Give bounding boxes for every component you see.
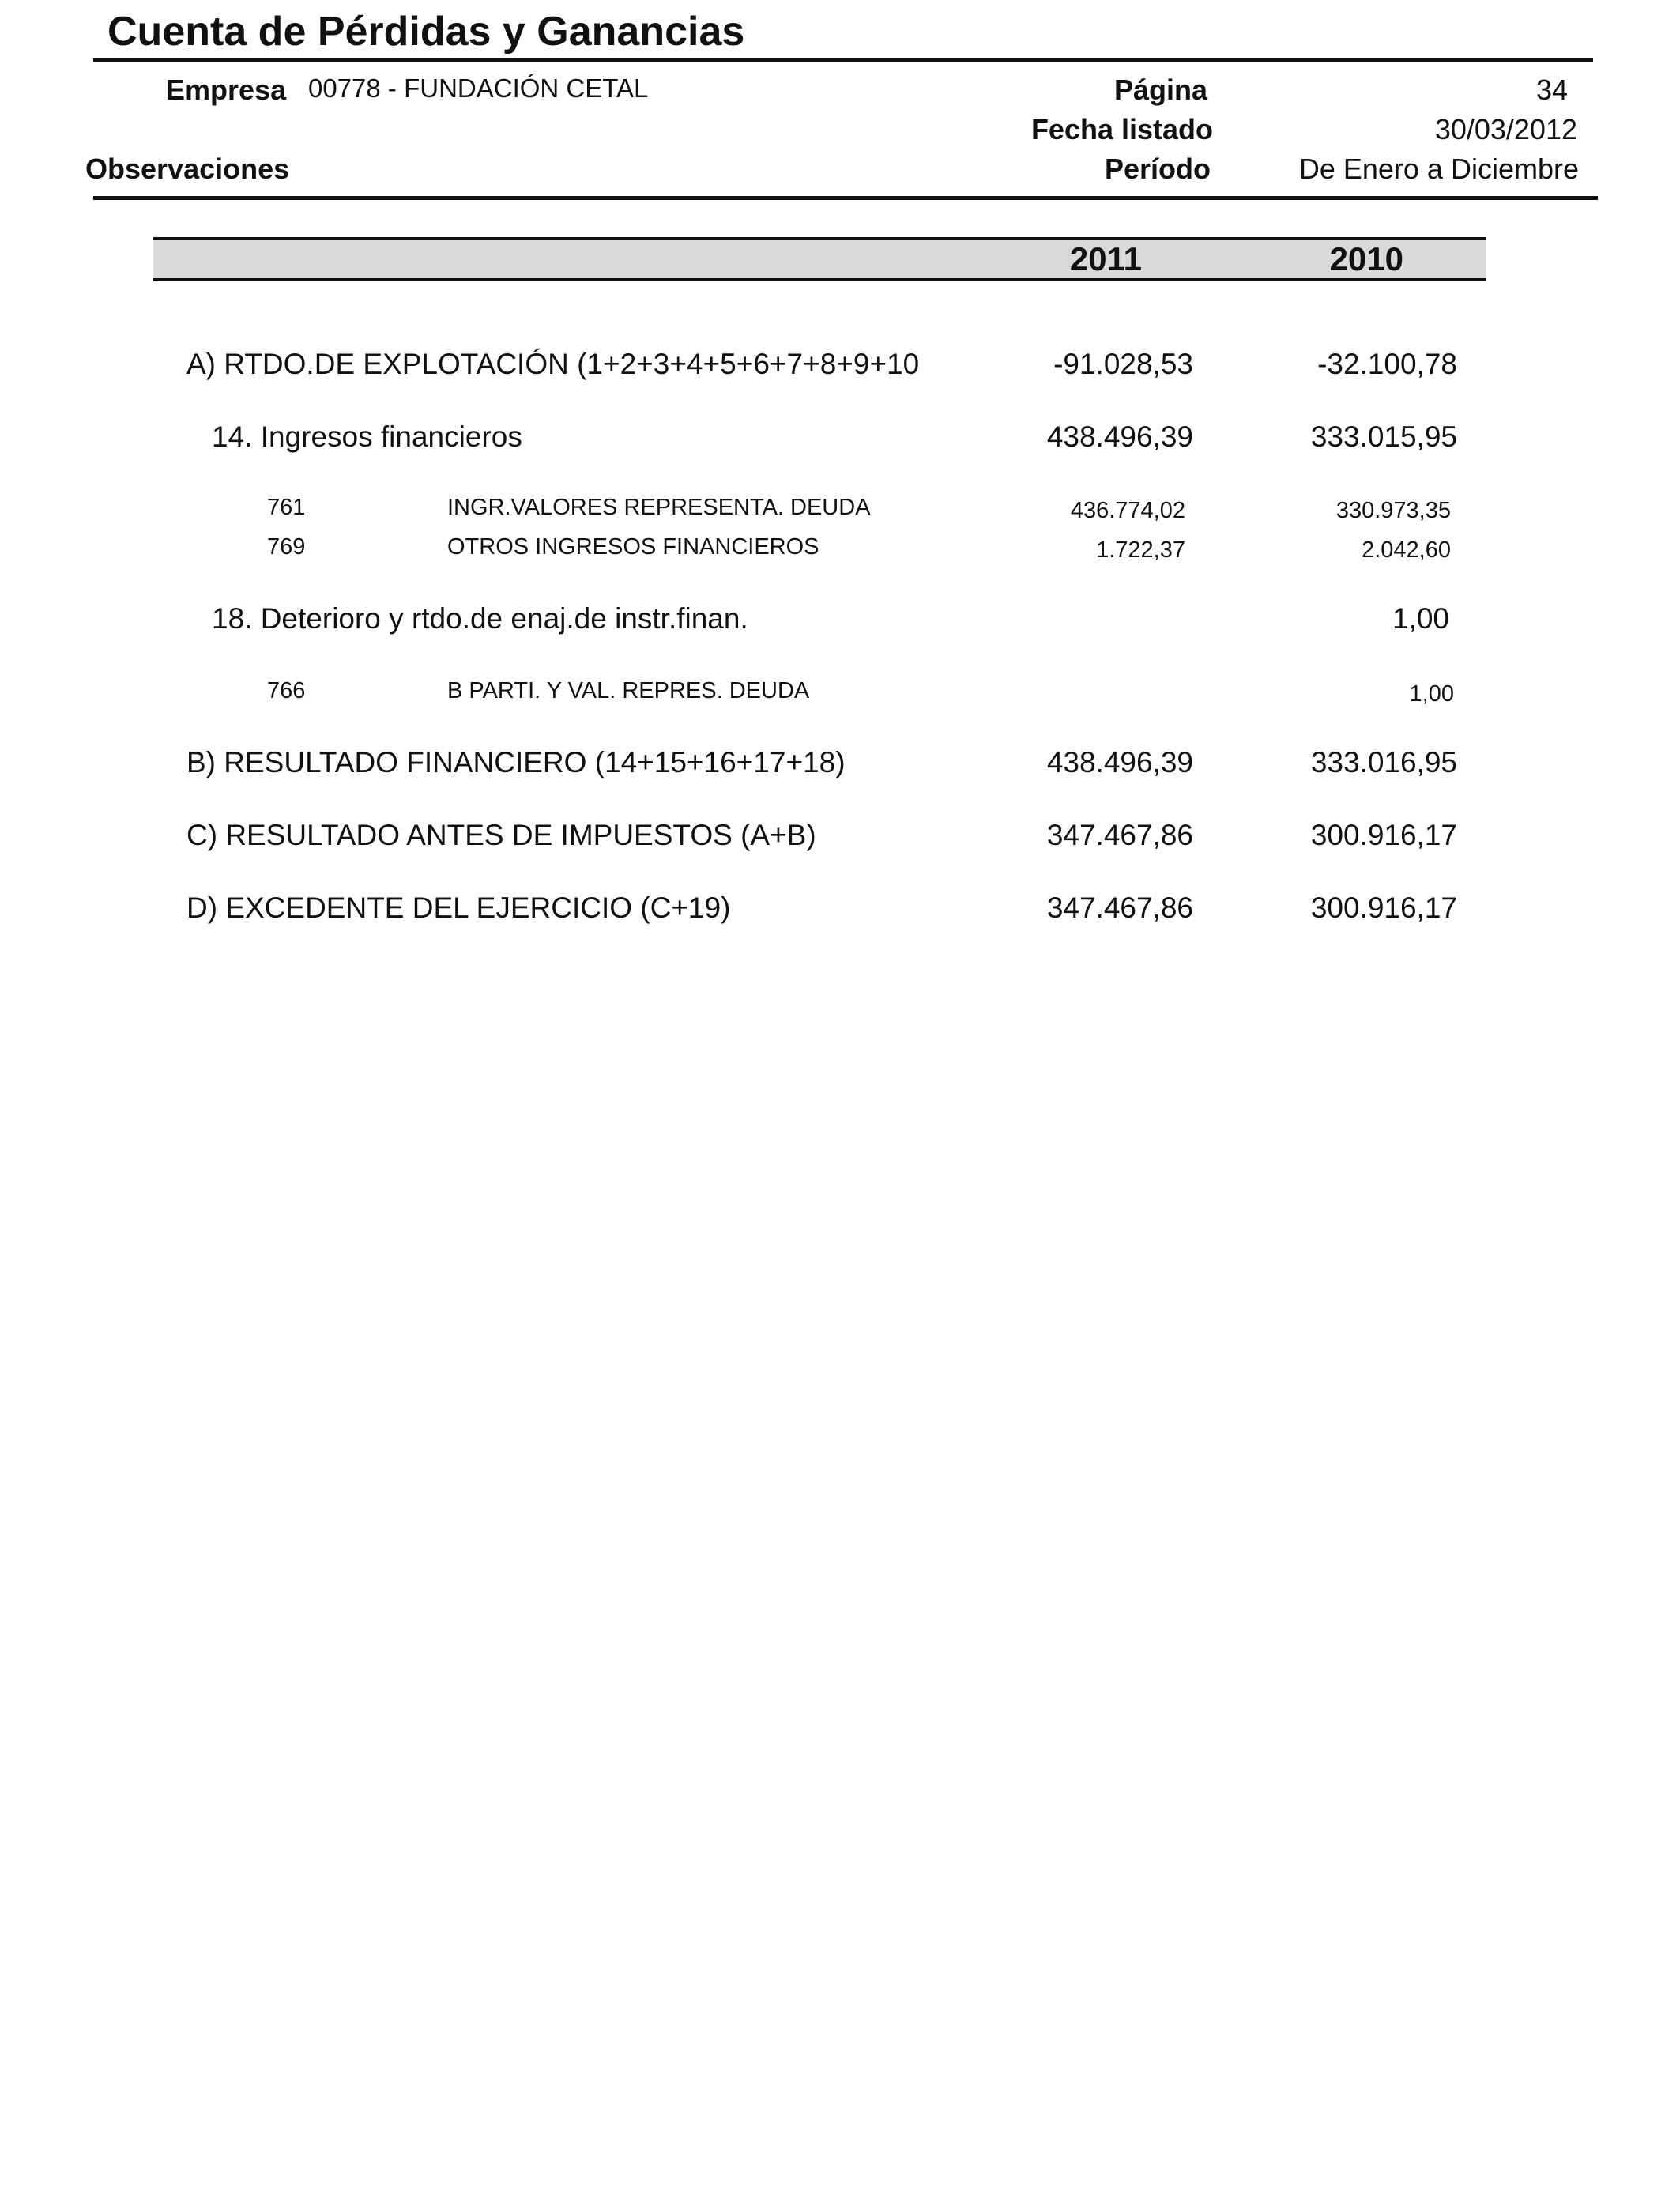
title-rule — [93, 58, 1593, 62]
row-b-2010: 333.016,95 — [1310, 746, 1457, 778]
fecha-value: 30/03/2012 — [1434, 113, 1577, 145]
empresa-label: Empresa — [166, 74, 287, 106]
observaciones-label: Observaciones — [85, 153, 290, 185]
periodo-value: De Enero a Diciembre — [1298, 153, 1579, 185]
account-769-2010: 2.042,60 — [1362, 537, 1451, 563]
pagina-label: Página — [1113, 74, 1207, 106]
row-c-label: C) RESULTADO ANTES DE IMPUESTOS (A+B) — [186, 819, 816, 851]
row-b-2011: 438.496,39 — [1046, 746, 1193, 778]
column-header-bottom-rule — [153, 278, 1486, 281]
row-d-label: D) EXCEDENTE DEL EJERCICIO (C+19) — [186, 892, 731, 924]
row-18-2010: 1,00 — [1392, 602, 1449, 635]
account-769-code: 769 — [267, 534, 306, 560]
column-year-2011: 2011 — [1069, 240, 1142, 277]
header-bottom-rule — [93, 196, 1598, 200]
column-header-band — [153, 239, 1486, 280]
row-18-label: 18. Deterioro y rtdo.de enaj.de instr.finan. — [212, 602, 748, 635]
account-761-2010: 330.973,35 — [1335, 498, 1451, 523]
row-c-2010: 300.916,17 — [1310, 819, 1457, 851]
row-c-2011: 347.467,86 — [1046, 819, 1193, 851]
account-766-code: 766 — [267, 678, 306, 703]
row-d-2010: 300.916,17 — [1310, 892, 1457, 924]
account-761-2011: 436.774,02 — [1070, 498, 1185, 523]
account-761-label: INGR.VALORES REPRESENTA. DEUDA — [447, 495, 871, 520]
row-a-label: A) RTDO.DE EXPLOTACIÓN (1+2+3+4+5+6+7+8+9+10 — [186, 348, 920, 380]
empresa-value: 00778 - FUNDACIÓN CETAL — [308, 74, 649, 103]
row-14-2010: 333.015,95 — [1310, 420, 1457, 453]
row-a-2011: -91.028,53 — [1053, 348, 1193, 380]
account-769-label: OTROS INGRESOS FINANCIEROS — [447, 534, 819, 560]
fecha-label: Fecha listado — [1030, 113, 1213, 145]
pagina-value: 34 — [1535, 74, 1568, 106]
account-769-2011: 1.722,37 — [1096, 537, 1185, 563]
account-766-label: B PARTI. Y VAL. REPRES. DEUDA — [447, 678, 810, 703]
column-header-top-rule — [153, 237, 1486, 240]
account-761-code: 761 — [267, 495, 306, 520]
periodo-label: Período — [1104, 153, 1211, 185]
account-766-2010: 1,00 — [1409, 681, 1454, 707]
row-14-2011: 438.496,39 — [1046, 420, 1193, 453]
column-year-2010: 2010 — [1329, 240, 1403, 277]
row-d-2011: 347.467,86 — [1046, 892, 1193, 924]
row-14-label: 14. Ingresos financieros — [212, 420, 522, 453]
page-title: Cuenta de Pérdidas y Ganancias — [107, 9, 745, 55]
row-a-2010: -32.100,78 — [1317, 348, 1457, 380]
row-b-label: B) RESULTADO FINANCIERO (14+15+16+17+18) — [186, 746, 846, 778]
